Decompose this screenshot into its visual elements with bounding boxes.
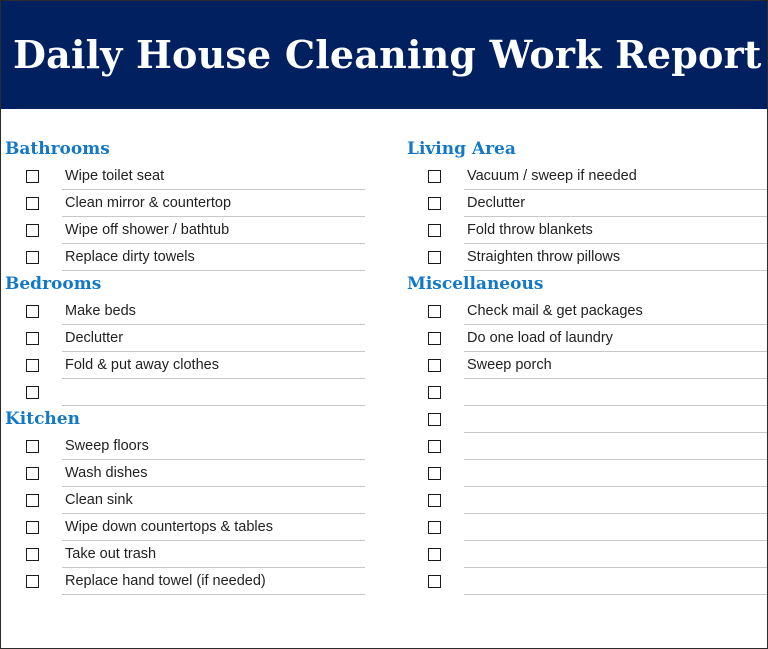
checklist-item-text: Take out trash [62,541,365,568]
section-heading-living-area: Living Area [407,139,516,159]
checkbox[interactable] [26,332,39,345]
checkbox[interactable] [428,494,441,507]
checklist-row [407,460,767,487]
checkbox[interactable] [428,359,441,372]
checklist-row [407,568,767,595]
checklist-item-text: Sweep porch [464,352,767,379]
checklist-row [407,379,767,406]
checklist-row [407,352,767,379]
checklist-item-text: Declutter [464,190,767,217]
checkbox[interactable] [26,575,39,588]
checkbox[interactable] [26,251,39,264]
checklist-row [5,190,365,217]
checklist-row [5,433,365,460]
section-heading-kitchen: Kitchen [5,409,80,429]
checklist-row [5,541,365,568]
checklist-row [407,433,767,460]
checklist-row [407,514,767,541]
checklist-row [5,163,365,190]
checkbox[interactable] [428,548,441,561]
checklist-item-text [62,379,365,406]
checkbox[interactable] [26,521,39,534]
checkbox[interactable] [26,305,39,318]
checklist-item-text [464,433,767,460]
checkbox[interactable] [428,413,441,426]
checklist-item-text [464,379,767,406]
checklist-item-text: Wipe toilet seat [62,163,365,190]
checklist-row [407,298,767,325]
checklist-item-text: Wipe off shower / bathtub [62,217,365,244]
left-column [5,136,365,595]
checklist-item-text: Fold throw blankets [464,217,767,244]
checklist-row [407,325,767,352]
checkbox[interactable] [428,170,441,183]
checkbox[interactable] [428,251,441,264]
checklist-row [5,568,365,595]
checklist-item-text: Make beds [62,298,365,325]
checklist-item-text: Check mail & get packages [464,298,767,325]
checkbox[interactable] [26,440,39,453]
checklist-item-text [464,568,767,595]
checklist-item-text [464,541,767,568]
section-heading-miscellaneous: Miscellaneous [407,274,544,294]
page-title: Daily House Cleaning Work Report [13,32,762,77]
right-column [407,136,767,595]
checklist-row [5,298,365,325]
checklist-row [5,460,365,487]
checklist-item-text: Wipe down countertops & tables [62,514,365,541]
checkbox[interactable] [26,467,39,480]
checklist-item-text: Do one load of laundry [464,325,767,352]
checklist-row [407,406,767,433]
checklist-row [407,487,767,514]
checklist-item-text [464,514,767,541]
checklist-row [407,163,767,190]
checklist-row [407,541,767,568]
checkbox[interactable] [26,224,39,237]
checklist-item-text: Replace dirty towels [62,244,365,271]
checkbox[interactable] [26,494,39,507]
checklist-row [407,244,767,271]
checkbox[interactable] [428,386,441,399]
checklist-row [5,244,365,271]
checklist-row [5,352,365,379]
checklist-item-text [464,460,767,487]
checklist-row [5,487,365,514]
checklist-row [5,379,365,406]
checkbox[interactable] [428,521,441,534]
checkbox[interactable] [428,332,441,345]
checklist-row [5,217,365,244]
checklist-item-text: Vacuum / sweep if needed [464,163,767,190]
checklist-item-text: Sweep floors [62,433,365,460]
checklist-item-text: Declutter [62,325,365,352]
checklist-item-text: Fold & put away clothes [62,352,365,379]
checkbox[interactable] [26,197,39,210]
checkbox[interactable] [428,305,441,318]
checkbox[interactable] [428,224,441,237]
checklist-item-text: Wash dishes [62,460,365,487]
checkbox[interactable] [26,386,39,399]
checkbox[interactable] [428,467,441,480]
section-heading-bathrooms: Bathrooms [5,139,110,159]
checklist-item-text: Clean mirror & countertop [62,190,365,217]
checkbox[interactable] [428,440,441,453]
checklist-item-text: Replace hand towel (if needed) [62,568,365,595]
checklist-item-text [464,487,767,514]
checklist-row [5,325,365,352]
checklist-item-text: Clean sink [62,487,365,514]
checkbox[interactable] [26,170,39,183]
checkbox[interactable] [428,197,441,210]
checkbox[interactable] [428,575,441,588]
title-banner [1,1,767,109]
checkbox[interactable] [26,548,39,561]
checkbox[interactable] [26,359,39,372]
checklist-item-text [464,406,767,433]
section-heading-bedrooms: Bedrooms [5,274,102,294]
checklist-row [5,514,365,541]
checklist-row [407,217,767,244]
checklist-row [407,190,767,217]
checklist-item-text: Straighten throw pillows [464,244,767,271]
